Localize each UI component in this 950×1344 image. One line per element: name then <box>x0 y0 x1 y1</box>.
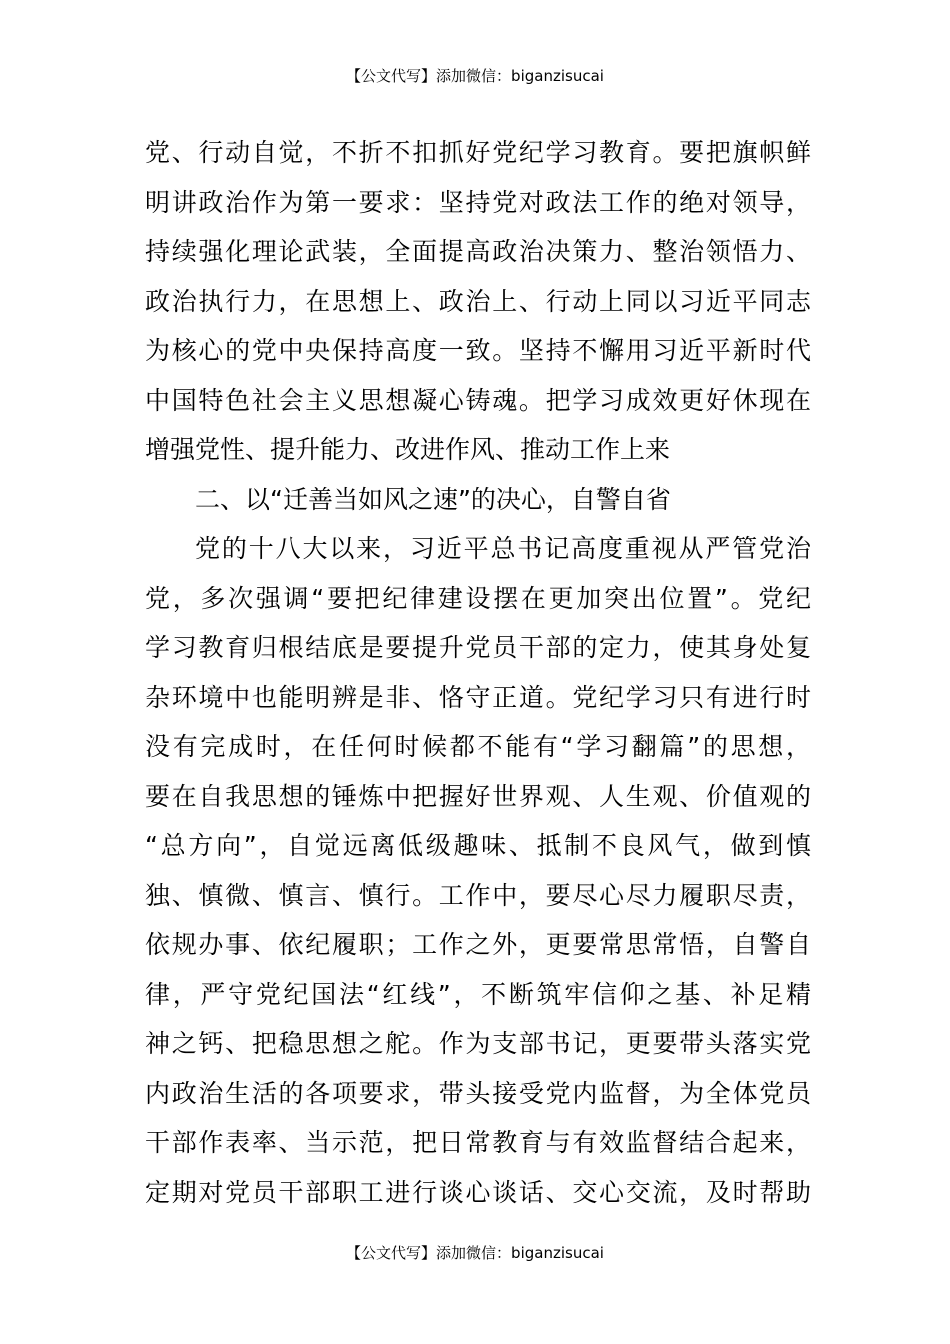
page-header: 【公文代写】添加微信：biganzisucai <box>346 67 604 85</box>
body-line: 明讲政治作为第一要求：坚持党对政法工作的绝对领导， <box>145 187 811 217</box>
body-line: 学习教育归根结底是要提升党员干部的定力，使其身处复 <box>145 633 811 662</box>
body-line: 杂环境中也能明辨是非、恪守正道。党纪学习只有进行时 <box>145 682 811 712</box>
body-line: 党、行动自觉，不折不扣抓好党纪学习教育。要把旗帜鲜 <box>145 138 811 167</box>
body-line: 党，多次强调“要把纪律建设摆在更加突出位置”。党纪 <box>145 583 811 613</box>
body-line: 独、慎微、慎言、慎行。工作中，要尽心尽力履职尽责， <box>145 880 811 910</box>
body-line: 中国特色社会主义思想凝心铸魂。把学习成效更好休现在 <box>145 385 811 415</box>
body-line: 干部作表率、当示范，把日常教育与有效监督结合起来， <box>145 1128 811 1157</box>
document-body <box>145 128 811 1217</box>
body-line: 政治执行力，在思想上、政治上、行动上同以习近平同志 <box>145 286 811 316</box>
body-line: 增强党性、提升能力、改进作风、推动工作上来 <box>145 435 671 464</box>
section-heading: 二、以“迁善当如风之速”的决心，自警自省 <box>195 484 671 514</box>
page-footer: 【公文代写】添加微信：biganzisucai <box>346 1244 604 1262</box>
body-line: 持续强化理论武装，全面提高政治决策力、整治领悟力、 <box>145 237 811 266</box>
body-line: 神之钙、把稳思想之舵。作为支部书记，更要带头落实党 <box>145 1029 811 1058</box>
body-line: “总方向”，自觉远离低级趣味、抵制不良风气，做到慎 <box>145 831 811 860</box>
body-line: 内政治生活的各项要求，带头接受党内监督，为全体党员 <box>145 1078 811 1108</box>
body-line: 要在自我思想的锤炼中把握好世界观、人生观、价值观的 <box>145 781 811 811</box>
body-line: 党的十八大以来，习近平总书记高度重视从严管党治 <box>195 534 811 563</box>
body-line: 依规办事、依纪履职；工作之外，更要常思常悟，自警自 <box>145 930 811 959</box>
body-line: 定期对党员干部职工进行谈心谈话、交心交流，及时帮助 <box>145 1177 811 1207</box>
body-line: 没有完成时，在任何时候都不能有“学习翻篇”的思想， <box>145 732 811 761</box>
body-line: 律，严守党纪国法“红线”，不断筑牢信仰之基、补足精 <box>145 979 811 1009</box>
body-line: 为核心的党中央保持高度一致。坚持不懈用习近平新时代 <box>145 336 811 365</box>
